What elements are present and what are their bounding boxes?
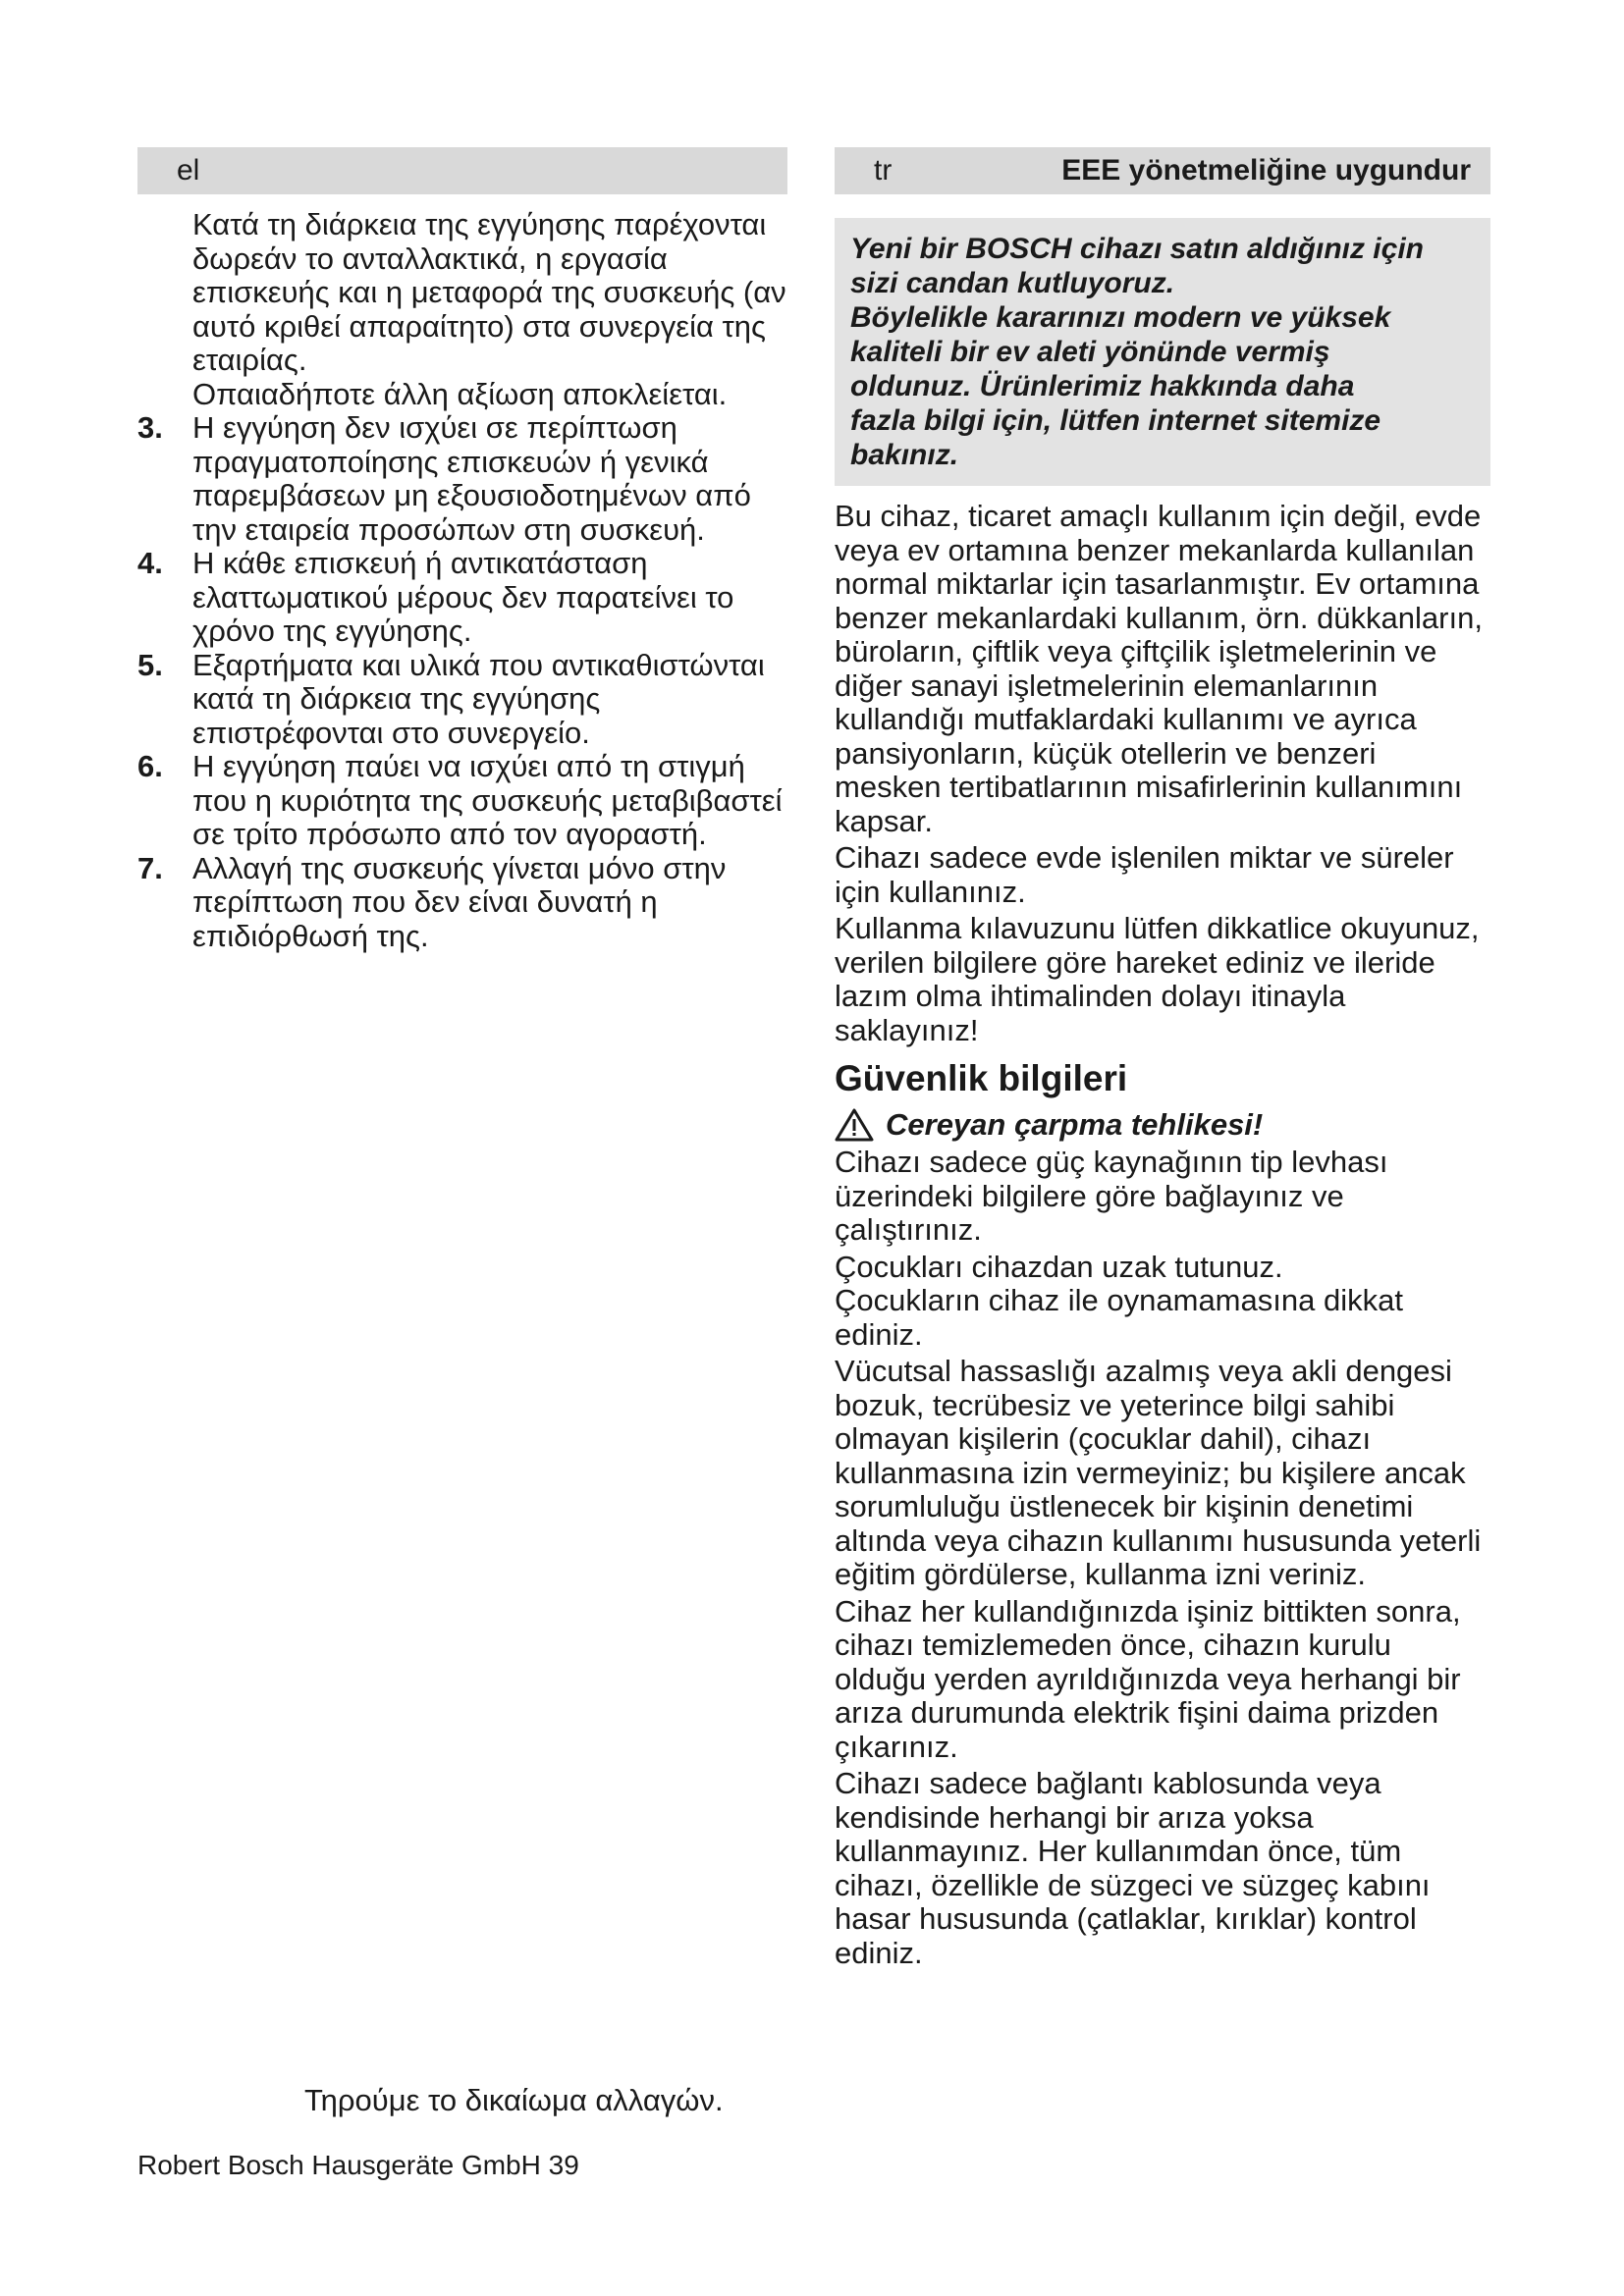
item-text: Η εγγύηση δεν ισχύει σε περίπτωση πραγματοποίησης επισκευών ή γενικά παρεμβάσεων μη εξουσιοδοτημένων από την εταιρεία προσώπων στη συσκευή. (192, 410, 751, 547)
item-number: 3. (137, 410, 163, 445)
usage-paragraph: Bu cihaz, ticaret amaçlı kullanım için değil, evde veya ev ortamına benzer mekanlarda kullanılan normal miktarlar için tasarlanmıştır. Ev ortamına benzer mekanlardaki kullanım, örn. dükkanların, büroların, çiftlik veya çiftçilik işletmelerinin ve diğer sanayi işletmelerinin elemanlarının kullandığı mutfaklardaki kullanımı ve ayrıca pansiyonların, küçük otellerin ve benzeri mesken tertibatlarının misafirlerinin kullanımını kapsar. (835, 499, 1483, 838)
warning-triangle-icon (835, 1108, 874, 1142)
safety-paragraph: Cihaz her kullandığınızda işiniz bittikten sonra, cihazı temizlemeden önce, cihazın kurulu olduğu yerden ayrıldığınızda veya herhangi bir arıza durumunda elektrik fişini daima prizden çıkarınız. (835, 1593, 1461, 1764)
intro-line: Yeni bir BOSCH cihazı satın aldığınız için (850, 233, 1424, 265)
item-text: Η κάθε επισκευή ή αντικατάσταση ελαττωματικού μέρους δεν παρατείνει το χρόνο της εγγύησης. (192, 546, 734, 648)
language-bar-el (137, 147, 787, 194)
item-number: 4. (137, 546, 163, 580)
item-text: Εξαρτήματα και υλικά που αντικαθιστώνται κατά τη διάρκεια της εγγύησης επιστρέφονται στο συνεργείο. (192, 647, 765, 750)
warranty-item (137, 547, 787, 649)
item-number: 5. (137, 647, 163, 682)
warranty-item (137, 649, 787, 751)
right-column (835, 147, 1490, 1970)
safety-paragraph: Çocukları cihazdan uzak tutunuz. (835, 1249, 1283, 1284)
warranty-item (137, 411, 787, 547)
intro-line: oldunuz. Ürünlerimiz hakkında daha (850, 370, 1355, 402)
intro-line: bakınız. (850, 439, 959, 471)
usage-text (835, 500, 1490, 1970)
safety-heading: Güvenlik bilgileri (835, 1058, 1128, 1098)
intro-line: sizi candan kutluyoruz. (850, 267, 1175, 299)
warning-label: Cereyan çarpma tehlikesi! (886, 1107, 1264, 1142)
safety-paragraph: Vücutsal hassaslığı azalmış veya akli dengesi bozuk, tecrübesiz ve yeterince bilgi sahibi olmayan kişilerin (çocuklar dahil), cihazı kullanmasına izin vermeyiniz; bu kişilere ancak sorumluluğu üstlenecek bir kişinin denetimi altında veya cihazın kullanımı hususunda yeterli eğitim gördülerse, kullanma izni veriniz. (835, 1354, 1482, 1591)
intro-line: Böylelikle kararınızı modern ve yüksek (850, 301, 1391, 334)
intro-line: kaliteli bir ev aleti yönünde vermiş (850, 336, 1330, 368)
left-column (137, 147, 787, 953)
warranty-item (137, 852, 787, 954)
item-number: 7. (137, 850, 163, 885)
item-text: Η εγγύηση παύει να ισχύει από τη στιγμή που η κυριότητα της συσκευής μεταβιβαστεί σε τρίτο πρόσωπο από τον αγοραστή. (192, 749, 783, 851)
warranty-item (137, 750, 787, 852)
language-code: tr (874, 154, 893, 187)
warning-line (835, 1106, 1490, 1144)
warranty-paragraph: Οπαιαδήποτε άλλη αξίωση αποκλείεται. (192, 376, 728, 411)
company-page-number: Robert Bosch Hausgeräte GmbH 39 (137, 2150, 579, 2180)
usage-paragraph: Kullanma kılavuzunu lütfen dikkatlice okuyunuz, verilen bilgilere göre hareket ediniz ve ileride lazım olma ihtimalinden dolayı itinayla saklayınız! (835, 911, 1480, 1047)
intro-box (835, 218, 1490, 486)
warranty-paragraph: Κατά τη διάρκεια της εγγύησης παρέχονται δωρεάν το ανταλλακτικά, η εργασία επισκευής και η μεταφορά της συσκευής (αν αυτό κριθεί απαραίτητο) στα συνεργεία της εταιρίας. (192, 207, 786, 377)
language-bar-tr (835, 147, 1490, 194)
safety-paragraph: Çocukların cihaz ile oynamamasına dikkat ediniz. (835, 1283, 1403, 1352)
intro-line: fazla bilgi için, lütfen internet sitemize (850, 404, 1381, 437)
rights-note: Τηρούμε το δικαίωμα αλλαγών. (304, 2083, 724, 2117)
item-text: Αλλαγή της συσκευής γίνεται μόνο στην περίπτωση που δεν είναι δυνατή η επιδιόρθωσή της. (192, 850, 727, 953)
warranty-text (137, 194, 787, 953)
item-number: 6. (137, 749, 163, 783)
header-title: EEE yönetmeliğine uygundur (1061, 154, 1471, 187)
usage-paragraph: Cihazı sadece evde işlenilen miktar ve süreler için kullanınız. (835, 840, 1454, 909)
safety-paragraph: Cihazı sadece bağlantı kablosunda veya kendisinde herhangi bir arıza yoksa kullanmayınız. Her kullanımdan önce, tüm cihazı, özellikle de süzgeci ve süzgeç kabını hasar hususunda (çatlaklar, kırıklar) kontrol ediniz. (835, 1766, 1431, 1970)
safety-paragraph: Cihazı sadece güç kaynağının tip levhası üzerindeki bilgilere göre bağlayınız ve çalıştırınız. (835, 1145, 1388, 1247)
language-code: el (177, 154, 200, 187)
